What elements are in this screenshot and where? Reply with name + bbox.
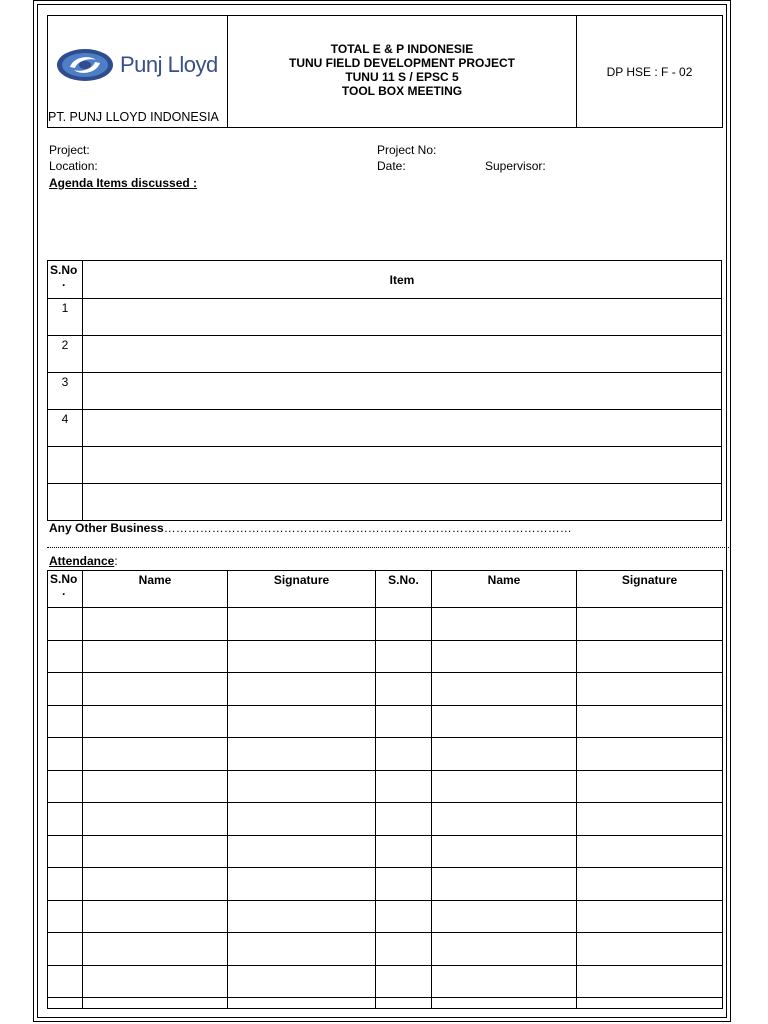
table-row — [48, 640, 723, 673]
att-sno-text: S.No — [50, 572, 78, 586]
punj-lloyd-logo — [56, 48, 218, 82]
att-signature-cell[interactable] — [228, 770, 376, 803]
att-name2-header: Name — [432, 571, 577, 608]
att-signature-cell[interactable] — [228, 705, 376, 738]
logo-cell — [48, 16, 228, 128]
att-signature2-cell[interactable] — [577, 835, 723, 868]
attendance-heading — [49, 554, 118, 568]
doc-code: DP HSE : F - 02 — [577, 16, 723, 128]
table-row — [48, 998, 723, 1009]
att-name-cell[interactable] — [83, 835, 228, 868]
att-sno-cell[interactable] — [48, 803, 83, 836]
att-sno2-header: S.No. — [376, 571, 432, 608]
att-name-cell[interactable] — [83, 673, 228, 706]
aob-dots: ………………………………………………………………………………………… — [163, 521, 572, 535]
att-sno-cell[interactable] — [48, 705, 83, 738]
att-name2-cell[interactable] — [432, 803, 577, 836]
att-signature-cell[interactable] — [228, 673, 376, 706]
title-line-1: TOTAL E & P INDONESIE — [330, 42, 474, 56]
att-signature2-cell[interactable] — [577, 705, 723, 738]
att-sno2-cell[interactable] — [376, 738, 432, 771]
logo-text: Punj Lloyd — [120, 52, 218, 77]
table-row — [48, 738, 723, 771]
att-sno2-cell[interactable] — [376, 640, 432, 673]
table-row — [48, 336, 722, 373]
att-signature2-cell[interactable] — [577, 803, 723, 836]
att-signature2-cell[interactable] — [577, 965, 723, 998]
att-name2-cell[interactable] — [432, 608, 577, 641]
aob-label: Any Other Business — [49, 521, 164, 535]
att-signature-cell[interactable] — [228, 868, 376, 901]
att-sno2-cell[interactable] — [376, 608, 432, 641]
att-sno2-cell[interactable] — [376, 770, 432, 803]
att-sno-cell[interactable] — [48, 770, 83, 803]
att-signature2-cell[interactable] — [577, 933, 723, 966]
table-row — [48, 770, 723, 803]
att-sno-cell[interactable] — [48, 868, 83, 901]
table-row — [48, 608, 723, 641]
title-line-3: TUNU 11 S / EPSC 5 — [345, 70, 459, 84]
att-sno2-cell[interactable] — [376, 803, 432, 836]
att-signature2-cell[interactable] — [577, 608, 723, 641]
attendance-table — [47, 570, 723, 1009]
att-signature-cell[interactable] — [228, 933, 376, 966]
table-row — [48, 673, 723, 706]
att-name-header: Name — [83, 571, 228, 608]
table-row — [48, 933, 723, 966]
row-number: 1 — [48, 299, 83, 336]
att-signature-cell[interactable] — [228, 998, 376, 1009]
att-name2-cell[interactable] — [432, 835, 577, 868]
project-no-label: Project No: — [377, 143, 437, 157]
att-name2-cell[interactable] — [432, 705, 577, 738]
att-sno2-cell[interactable] — [376, 835, 432, 868]
att-name-cell[interactable] — [83, 933, 228, 966]
att-sno2-cell[interactable] — [376, 673, 432, 706]
table-row — [48, 705, 723, 738]
item-cell[interactable] — [83, 410, 722, 447]
items-header-row — [48, 261, 722, 299]
agenda-heading: Agenda Items discussed : — [49, 176, 198, 190]
item-cell[interactable] — [83, 299, 722, 336]
att-name2-cell[interactable] — [432, 998, 577, 1009]
att-name2-cell[interactable] — [432, 900, 577, 933]
company-name: PT. PUNJ LLOYD INDONESIA — [48, 110, 219, 124]
att-signature-header: Signature — [228, 571, 376, 608]
row-number: 2 — [48, 336, 83, 373]
att-name-cell[interactable] — [83, 900, 228, 933]
att-name2-cell[interactable] — [432, 673, 577, 706]
att-signature2-header: Signature — [577, 571, 723, 608]
att-sno-cell[interactable] — [48, 998, 83, 1009]
attendance-body — [48, 608, 723, 1009]
title-line-2: TUNU FIELD DEVELOPMENT PROJECT — [288, 56, 515, 70]
row-number: 4 — [48, 410, 83, 447]
supervisor-label: Supervisor: — [485, 159, 546, 173]
row-number — [48, 447, 83, 484]
dotted-divider — [47, 547, 731, 548]
item-cell[interactable] — [83, 447, 722, 484]
att-signature2-cell[interactable] — [577, 868, 723, 901]
row-number — [48, 484, 83, 521]
sno-header — [48, 261, 83, 299]
att-name-cell[interactable] — [83, 998, 228, 1009]
att-name-cell[interactable] — [83, 608, 228, 641]
att-signature-cell[interactable] — [228, 965, 376, 998]
form-title — [228, 16, 577, 128]
att-signature-cell[interactable] — [228, 900, 376, 933]
att-name2-cell[interactable] — [432, 965, 577, 998]
att-sno-cell[interactable] — [48, 640, 83, 673]
att-name-cell[interactable] — [83, 965, 228, 998]
att-sno-header — [48, 571, 83, 608]
att-name-cell[interactable] — [83, 868, 228, 901]
punj-lloyd-logo-icon — [56, 48, 114, 82]
att-name-cell[interactable] — [83, 705, 228, 738]
att-name2-cell[interactable] — [432, 738, 577, 771]
att-sno2-cell[interactable] — [376, 965, 432, 998]
att-name2-cell[interactable] — [432, 640, 577, 673]
location-label: Location: — [49, 159, 98, 173]
att-signature2-cell[interactable] — [577, 738, 723, 771]
att-sno-dot: . — [62, 584, 66, 598]
attendance-header-row — [48, 571, 723, 608]
att-signature2-cell[interactable] — [577, 998, 723, 1009]
att-sno2-cell[interactable] — [376, 900, 432, 933]
project-label: Project: — [49, 143, 90, 157]
attendance-colon: : — [114, 554, 118, 568]
att-sno2-cell[interactable] — [376, 998, 432, 1009]
att-name2-cell[interactable] — [432, 868, 577, 901]
agenda-items-table — [47, 260, 722, 521]
table-row — [48, 410, 722, 447]
att-name-cell[interactable] — [83, 770, 228, 803]
att-signature-cell[interactable] — [228, 835, 376, 868]
title-line-4: TOOL BOX MEETING — [341, 84, 463, 98]
att-signature-cell[interactable] — [228, 738, 376, 771]
att-signature2-cell[interactable] — [577, 770, 723, 803]
table-row — [48, 965, 723, 998]
item-header: Item — [83, 261, 722, 299]
att-signature2-cell[interactable] — [577, 640, 723, 673]
att-sno-cell[interactable] — [48, 965, 83, 998]
table-row — [48, 835, 723, 868]
att-signature2-cell[interactable] — [577, 673, 723, 706]
row-number: 3 — [48, 373, 83, 410]
att-signature-cell[interactable] — [228, 803, 376, 836]
att-sno2-cell[interactable] — [376, 933, 432, 966]
item-cell[interactable] — [83, 373, 722, 410]
att-sno-cell[interactable] — [48, 900, 83, 933]
att-name2-cell[interactable] — [432, 933, 577, 966]
date-label: Date: — [377, 159, 406, 173]
table-row — [48, 803, 723, 836]
att-sno-cell[interactable] — [48, 673, 83, 706]
att-name-cell[interactable] — [83, 803, 228, 836]
att-sno-cell[interactable] — [48, 738, 83, 771]
item-cell[interactable] — [83, 336, 722, 373]
att-signature-cell[interactable] — [228, 640, 376, 673]
table-row — [48, 900, 723, 933]
att-sno-cell[interactable] — [48, 835, 83, 868]
table-row — [48, 299, 722, 336]
att-sno-cell[interactable] — [48, 608, 83, 641]
att-signature-cell[interactable] — [228, 608, 376, 641]
table-row — [48, 447, 722, 484]
att-signature2-cell[interactable] — [577, 900, 723, 933]
att-name-cell[interactable] — [83, 738, 228, 771]
att-sno2-cell[interactable] — [376, 868, 432, 901]
form-header — [47, 15, 723, 128]
any-other-business — [49, 521, 572, 535]
att-sno2-cell[interactable] — [376, 705, 432, 738]
table-row — [48, 373, 722, 410]
att-name-cell[interactable] — [83, 640, 228, 673]
sno-header-text: S.No — [50, 263, 78, 277]
table-row — [48, 868, 723, 901]
att-sno-cell[interactable] — [48, 933, 83, 966]
item-cell[interactable] — [83, 484, 722, 521]
att-name2-cell[interactable] — [432, 770, 577, 803]
table-row — [48, 484, 722, 521]
sno-header-dot: . — [62, 275, 66, 289]
attendance-label: Attendance — [49, 554, 115, 568]
